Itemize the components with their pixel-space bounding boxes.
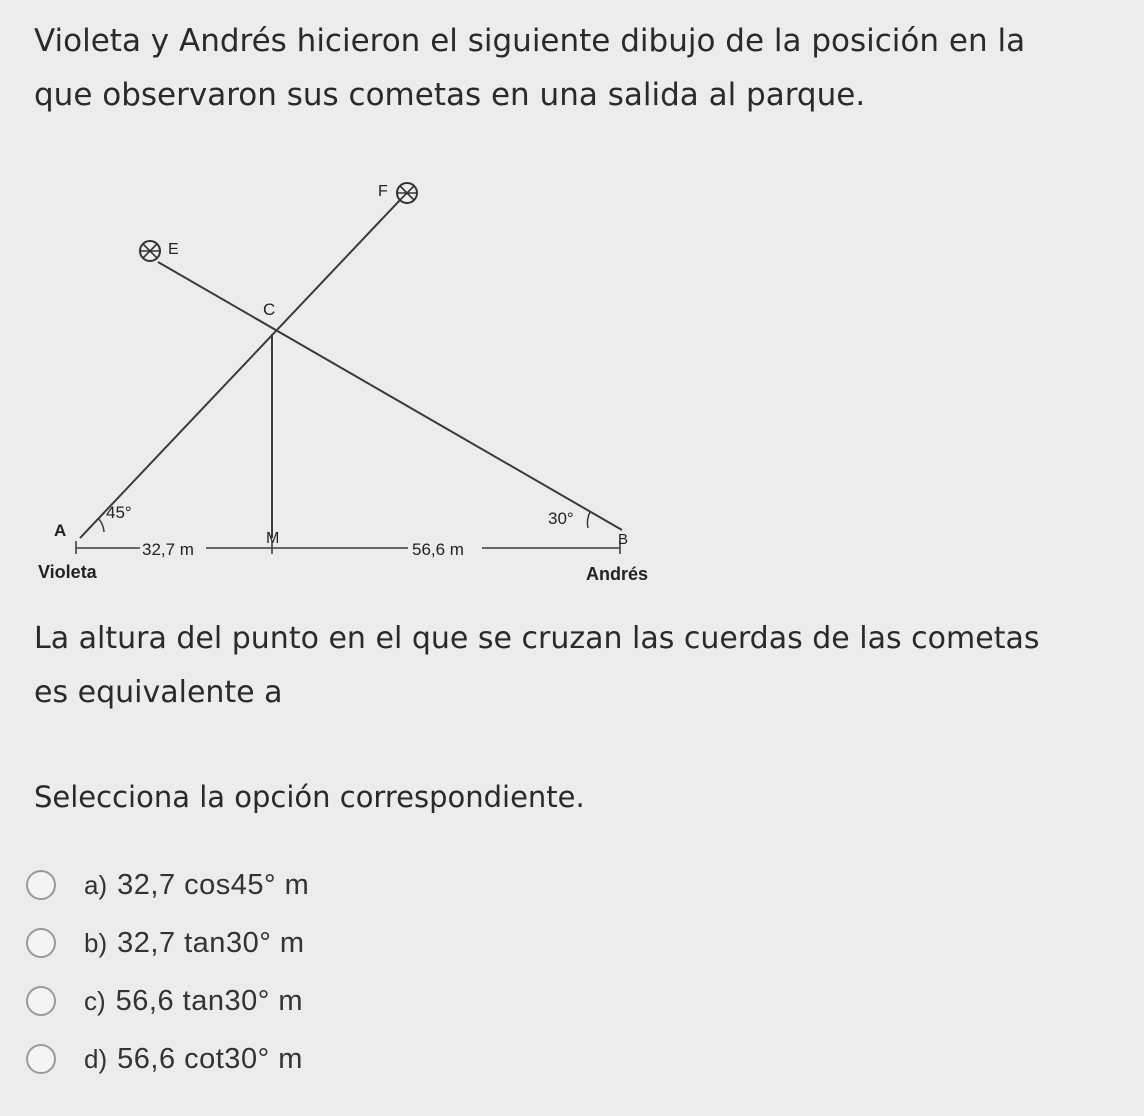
label-c: C xyxy=(263,300,276,319)
label-andres: Andrés xyxy=(586,564,649,584)
option-c[interactable] xyxy=(26,972,309,1030)
label-dist-mb: 56,6 m xyxy=(412,540,464,559)
radio-button-icon[interactable] xyxy=(26,986,56,1016)
label-e: E xyxy=(168,241,179,258)
question-statement xyxy=(34,612,1134,720)
option-text: 56,6 cot30° m xyxy=(117,1042,303,1075)
option-b[interactable] xyxy=(26,914,309,972)
label-b: B xyxy=(618,531,629,548)
problem-line-2: que observaron sus cometas en una salida al parque. xyxy=(34,77,866,113)
option-text: 56,6 tan30° m xyxy=(115,984,304,1017)
line-e-to-b xyxy=(158,262,622,530)
label-angle-b: 30° xyxy=(548,509,574,528)
question-line-2: es equivalente a xyxy=(34,675,283,710)
option-a[interactable] xyxy=(26,856,309,914)
angle-arc-a xyxy=(98,518,104,532)
radio-button-icon[interactable] xyxy=(26,1044,56,1074)
label-angle-a: 45° xyxy=(106,503,132,522)
label-dist-am: 32,7 m xyxy=(142,540,194,559)
line-a-to-f xyxy=(80,200,400,538)
problem-line-1: Violeta y Andrés hicieron el siguiente dibujo de la posición en la xyxy=(34,23,1026,59)
label-a: A xyxy=(54,521,67,540)
question-line-1: La altura del punto en el que se cruzan las cuerdas de las cometas xyxy=(34,621,1040,656)
label-m: M xyxy=(266,530,280,547)
option-letter: d) xyxy=(84,1043,108,1074)
radio-button-icon[interactable] xyxy=(26,928,56,958)
answer-options xyxy=(26,856,309,1088)
option-letter: c) xyxy=(84,985,106,1016)
label-violeta: Violeta xyxy=(38,562,97,582)
angle-arc-b xyxy=(587,512,590,528)
option-text: 32,7 cos45° m xyxy=(117,868,310,901)
option-text: 32,7 tan30° m xyxy=(117,926,305,959)
instruction-text: Selecciona la opción correspondiente. xyxy=(34,780,585,814)
option-d[interactable] xyxy=(26,1030,309,1088)
kite-f-icon xyxy=(397,183,417,203)
kite-e-icon xyxy=(140,241,160,261)
label-f: F xyxy=(378,183,388,200)
kite-diagram xyxy=(0,0,700,600)
option-letter: a) xyxy=(84,869,108,900)
option-letter: b) xyxy=(84,927,108,958)
radio-button-icon[interactable] xyxy=(26,870,56,900)
